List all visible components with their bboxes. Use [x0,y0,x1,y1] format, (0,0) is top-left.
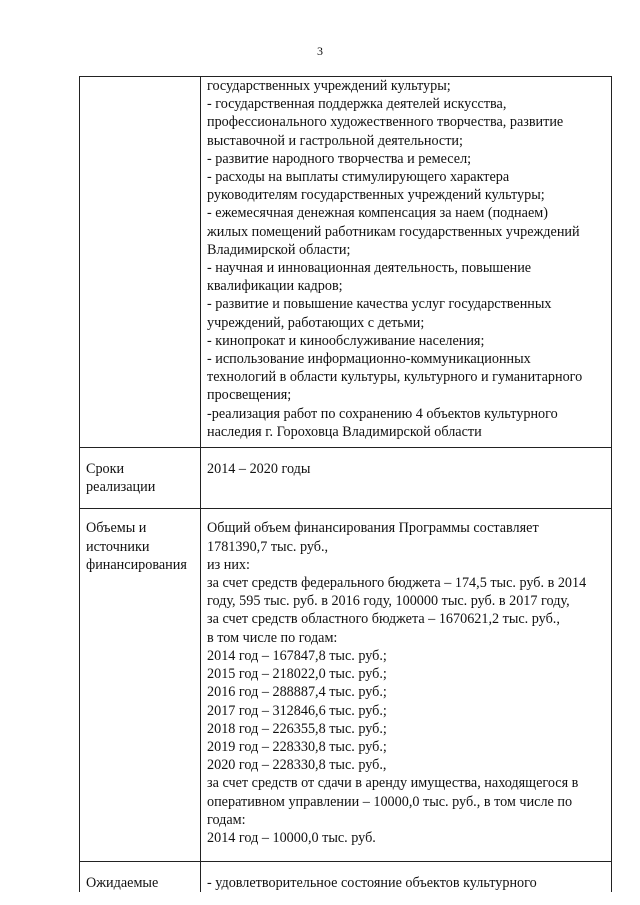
funding-line: году, 595 тыс. руб. в 2016 году, 100000 тыс. руб. в 2017 году, [207,593,570,610]
term-label-cell [80,448,201,509]
program-task-line: - развитие народного творчества и ремесел; [207,150,472,167]
program-task-line: - расходы на выплаты стимулирующего характера [207,169,510,186]
program-task-line: наследия г. Гороховца Владимирской области [207,423,482,440]
funding-line: 2019 год – 228330,8 тыс. руб.; [207,738,387,755]
funding-line: за счет средств областного бюджета – 1670621,2 тыс. руб., [207,611,560,628]
program-task-line: руководителям государственных учреждений культуры; [207,187,545,204]
program-passport-table [79,76,612,892]
expected-label-cell [80,862,201,893]
funding-line: 2017 год – 312846,6 тыс. руб.; [207,702,387,719]
program-task-line: государственных учреждений культуры; [207,78,451,94]
program-task-line: Владимирской области; [207,241,351,258]
expected-label: Ожидаемые [86,875,159,892]
program-task-line: - ежемесячная денежная компенсация за наем (поднаем) [207,205,548,222]
funding-line: из них: [207,556,250,573]
table-row-program-tasks [80,77,612,448]
program-task-line: технологий в области культуры, культурного и гуманитарного [207,369,583,386]
funding-label-line: источники [86,538,150,555]
table-row-term [80,448,612,509]
funding-line: 2014 год – 167847,8 тыс. руб.; [207,647,387,664]
program-task-line: - использование информационно-коммуникационных [207,351,531,368]
funding-line: в том числе по годам: [207,629,338,646]
funding-label-line: Объемы и [86,520,147,537]
funding-label-cell [80,509,201,862]
term-label-line: Сроки [86,461,125,478]
table-row-expected-results [80,862,612,893]
program-task-line: - государственная поддержка деятелей искусства, [207,96,507,113]
program-task-line: квалификации кадров; [207,278,343,295]
program-task-line: жилых помещений работникам государственных учреждений [207,223,580,240]
page-number: 3 [317,44,323,58]
expected-value-cell [201,862,612,893]
table-row-funding [80,509,612,862]
program-task-line: - научная и инновационная деятельность, повышение [207,260,532,277]
program-task-line: выставочной и гастрольной деятельности; [207,132,463,149]
funding-value-cell [201,509,612,862]
funding-line: 1781390,7 тыс. руб., [207,538,329,555]
funding-line: за счет средств федерального бюджета – 174,5 тыс. руб. в 2014 [207,575,587,592]
program-task-line: -реализация работ по сохранению 4 объектов культурного [207,405,558,422]
term-value-cell [201,448,612,509]
program-task-line: учреждений, работающих с детьми; [207,314,425,331]
term-label-line: реализации [86,479,156,496]
program-task-line: профессионального художественного творчества, развитие [207,114,564,131]
funding-line: 2018 год – 226355,8 тыс. руб.; [207,720,387,737]
funding-line: 2016 год – 288887,4 тыс. руб.; [207,684,387,701]
funding-line: годам: [207,811,246,828]
program-tasks-label-cell [80,77,201,448]
funding-line: 2020 год – 228330,8 тыс. руб., [207,757,387,774]
program-task-line: - развитие и повышение качества услуг государственных [207,296,552,313]
funding-line: за счет средств от сдачи в аренду имущества, находящегося в [207,775,579,792]
funding-line: Общий объем финансирования Программы составляет [207,520,539,537]
program-task-line: просвещения; [207,387,292,404]
funding-label-line: финансирования [86,556,187,573]
expected-value: - удовлетворительное состояние объектов культурного [207,875,537,892]
funding-line: 2014 год – 10000,0 тыс. руб. [207,829,376,846]
term-value: 2014 – 2020 годы [207,461,311,478]
program-tasks-value-cell [201,77,612,448]
program-task-line: - кинопрокат и кинообслуживание населения; [207,332,485,349]
funding-line: оперативном управлении – 10000,0 тыс. руб., в том числе по [207,793,573,810]
funding-line: 2015 год – 218022,0 тыс. руб.; [207,666,387,683]
